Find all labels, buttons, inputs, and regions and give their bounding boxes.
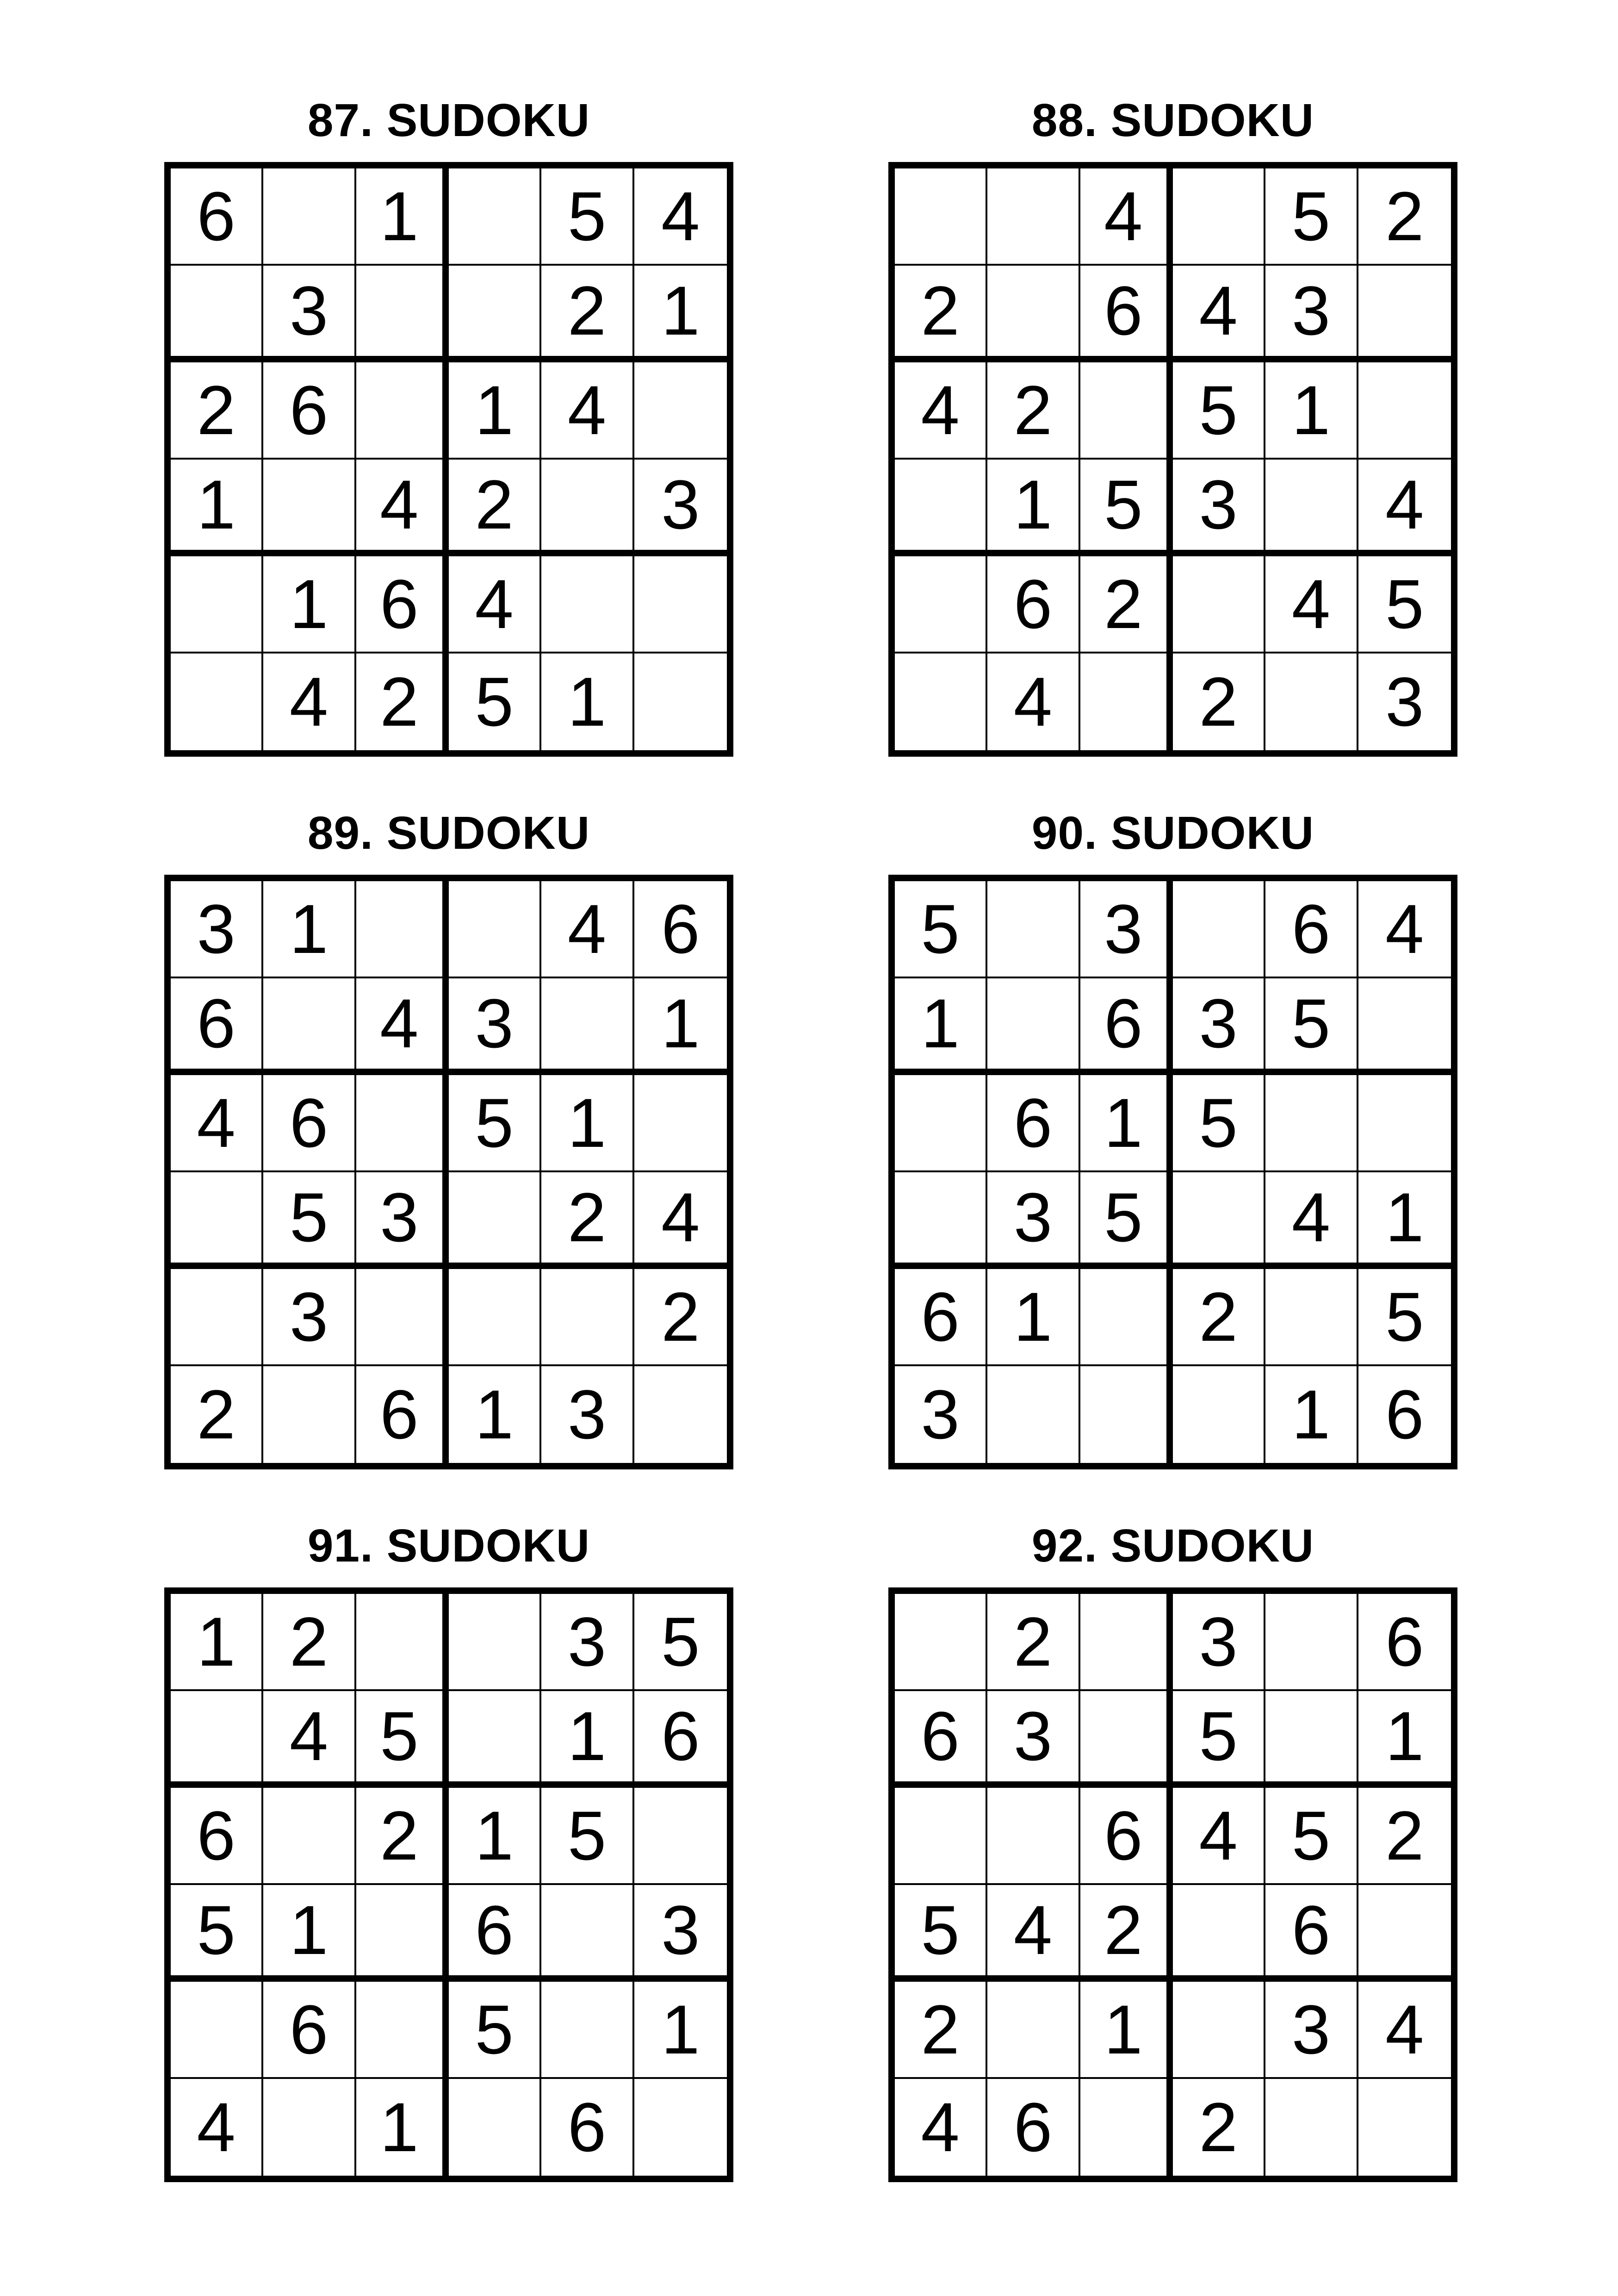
empty-cell[interactable]	[171, 653, 263, 751]
empty-cell[interactable]	[1080, 362, 1173, 460]
empty-cell[interactable]	[634, 556, 727, 653]
empty-cell[interactable]	[356, 1594, 449, 1691]
given-cell: 6	[1265, 881, 1358, 978]
empty-cell[interactable]	[1358, 362, 1451, 460]
given-cell: 2	[1358, 168, 1451, 266]
given-cell: 6	[356, 1366, 449, 1463]
given-cell: 2	[171, 362, 263, 460]
given-cell: 6	[1080, 266, 1173, 363]
empty-cell[interactable]	[171, 1982, 263, 2079]
given-cell: 2	[1173, 2079, 1265, 2176]
given-cell: 3	[987, 1172, 1080, 1269]
given-cell: 1	[1358, 1691, 1451, 1788]
given-cell: 5	[449, 1982, 541, 2079]
given-cell: 2	[895, 266, 987, 363]
empty-cell[interactable]	[1173, 881, 1265, 978]
given-cell: 6	[987, 556, 1080, 653]
empty-cell[interactable]	[1265, 653, 1358, 751]
empty-cell[interactable]	[1080, 1691, 1173, 1788]
empty-cell[interactable]	[1080, 653, 1173, 751]
given-cell: 4	[541, 881, 634, 978]
given-cell: 5	[1358, 556, 1451, 653]
puzzle-title: 88. SUDOKU	[1031, 94, 1314, 146]
given-cell: 6	[634, 881, 727, 978]
sudoku-grid	[164, 162, 733, 757]
empty-cell[interactable]	[356, 1075, 449, 1172]
given-cell: 3	[1080, 881, 1173, 978]
given-cell: 5	[1173, 362, 1265, 460]
given-cell: 6	[1080, 1788, 1173, 1885]
given-cell: 1	[263, 1885, 356, 1982]
given-cell: 6	[634, 1691, 727, 1788]
empty-cell[interactable]	[449, 168, 541, 266]
given-cell: 1	[1080, 1982, 1173, 2079]
given-cell: 1	[541, 1075, 634, 1172]
given-cell: 5	[1080, 1172, 1173, 1269]
given-cell: 3	[895, 1366, 987, 1463]
empty-cell[interactable]	[449, 266, 541, 363]
empty-cell[interactable]	[171, 1172, 263, 1269]
empty-cell[interactable]	[541, 460, 634, 557]
given-cell: 6	[263, 1982, 356, 2079]
given-cell: 6	[541, 2079, 634, 2176]
empty-cell[interactable]	[634, 1075, 727, 1172]
empty-cell[interactable]	[356, 362, 449, 460]
empty-cell[interactable]	[449, 1172, 541, 1269]
empty-cell[interactable]	[895, 460, 987, 557]
given-cell: 5	[1173, 1075, 1265, 1172]
empty-cell[interactable]	[987, 1982, 1080, 2079]
given-cell: 4	[263, 653, 356, 751]
given-cell: 3	[1173, 460, 1265, 557]
given-cell: 5	[356, 1691, 449, 1788]
given-cell: 1	[171, 460, 263, 557]
given-cell: 5	[541, 1788, 634, 1885]
empty-cell[interactable]	[171, 556, 263, 653]
given-cell: 3	[987, 1691, 1080, 1788]
empty-cell[interactable]	[1173, 1366, 1265, 1463]
given-cell: 1	[449, 1366, 541, 1463]
given-cell: 6	[263, 1075, 356, 1172]
given-cell: 3	[1173, 978, 1265, 1076]
given-cell: 2	[634, 1269, 727, 1366]
given-cell: 1	[634, 1982, 727, 2079]
given-cell: 5	[1173, 1691, 1265, 1788]
given-cell: 5	[263, 1172, 356, 1269]
empty-cell[interactable]	[1358, 978, 1451, 1076]
given-cell: 1	[356, 168, 449, 266]
given-cell: 2	[1173, 653, 1265, 751]
empty-cell[interactable]	[987, 1366, 1080, 1463]
sudoku-grid	[164, 1587, 733, 2182]
empty-cell[interactable]	[895, 653, 987, 751]
empty-cell[interactable]	[1173, 1982, 1265, 2079]
given-cell: 5	[1080, 460, 1173, 557]
given-cell: 4	[895, 362, 987, 460]
empty-cell[interactable]	[1173, 556, 1265, 653]
empty-cell[interactable]	[895, 1172, 987, 1269]
given-cell: 5	[1265, 978, 1358, 1076]
empty-cell[interactable]	[356, 1982, 449, 2079]
empty-cell[interactable]	[541, 1269, 634, 1366]
sudoku-grid	[888, 875, 1457, 1469]
empty-cell[interactable]	[1265, 1075, 1358, 1172]
given-cell: 4	[1080, 168, 1173, 266]
given-cell: 6	[171, 978, 263, 1076]
given-cell: 4	[541, 362, 634, 460]
empty-cell[interactable]	[356, 881, 449, 978]
empty-cell[interactable]	[541, 1885, 634, 1982]
empty-cell[interactable]	[1358, 1075, 1451, 1172]
given-cell: 2	[356, 1788, 449, 1885]
given-cell: 3	[541, 1594, 634, 1691]
given-cell: 2	[263, 1594, 356, 1691]
empty-cell[interactable]	[263, 1788, 356, 1885]
given-cell: 1	[541, 1691, 634, 1788]
given-cell: 3	[634, 1885, 727, 1982]
given-cell: 2	[1080, 1885, 1173, 1982]
empty-cell[interactable]	[449, 1691, 541, 1788]
empty-cell[interactable]	[1265, 2079, 1358, 2176]
given-cell: 5	[1358, 1269, 1451, 1366]
given-cell: 4	[1265, 556, 1358, 653]
given-cell: 4	[987, 1885, 1080, 1982]
empty-cell[interactable]	[449, 2079, 541, 2176]
given-cell: 6	[1385, 1375, 1424, 1454]
given-cell: 1	[1080, 1075, 1173, 1172]
empty-cell[interactable]	[171, 266, 263, 363]
given-cell: 6	[356, 556, 449, 653]
empty-cell[interactable]	[634, 2079, 727, 2176]
given-cell: 2	[1358, 1788, 1451, 1885]
given-cell: 1	[449, 362, 541, 460]
puzzle-title: 90. SUDOKU	[1031, 807, 1314, 859]
given-cell: 3	[1265, 266, 1358, 363]
given-cell: 1	[1358, 1172, 1451, 1269]
given-cell: 1	[634, 266, 727, 363]
given-cell: 5	[1265, 168, 1358, 266]
given-cell: 1	[171, 1594, 263, 1691]
given-cell: 5	[449, 1075, 541, 1172]
given-cell: 2	[987, 362, 1080, 460]
given-cell: 4	[1358, 881, 1451, 978]
empty-cell[interactable]	[1173, 1172, 1265, 1269]
given-cell: 2	[356, 653, 449, 751]
empty-cell[interactable]	[987, 881, 1080, 978]
empty-cell[interactable]	[263, 1366, 356, 1463]
empty-cell[interactable]	[356, 1269, 449, 1366]
empty-cell[interactable]	[541, 978, 634, 1076]
empty-cell[interactable]	[1358, 266, 1451, 363]
given-cell: 1	[263, 881, 356, 978]
given-cell: 1	[987, 460, 1080, 557]
given-cell: 3	[356, 1172, 449, 1269]
given-cell: 3	[263, 266, 356, 363]
given-cell: 3	[449, 978, 541, 1076]
given-cell: 2	[987, 1594, 1080, 1691]
empty-cell[interactable]	[449, 1594, 541, 1691]
empty-cell[interactable]	[987, 266, 1080, 363]
empty-cell[interactable]	[1358, 1885, 1451, 1982]
given-cell: 6	[1358, 1594, 1451, 1691]
empty-cell[interactable]	[895, 168, 987, 266]
empty-cell[interactable]	[171, 1269, 263, 1366]
given-cell: 6	[895, 1691, 987, 1788]
given-cell: 1	[541, 653, 634, 751]
given-cell: 1	[356, 2079, 449, 2176]
given-cell: 2	[171, 1366, 263, 1463]
given-cell: 1	[449, 1788, 541, 1885]
empty-cell[interactable]	[1265, 1691, 1358, 1788]
given-cell: 4	[263, 1691, 356, 1788]
empty-cell[interactable]	[1080, 2079, 1173, 2176]
given-cell: 4	[449, 556, 541, 653]
empty-cell[interactable]	[987, 168, 1080, 266]
empty-cell[interactable]	[895, 1788, 987, 1885]
sudoku-grid	[888, 162, 1457, 757]
given-cell: 2	[1080, 556, 1173, 653]
given-cell: 3	[263, 1269, 356, 1366]
given-cell: 3	[1385, 663, 1424, 741]
empty-cell[interactable]	[634, 1788, 727, 1885]
empty-cell[interactable]	[1265, 460, 1358, 557]
given-cell: 2	[449, 460, 541, 557]
puzzle-title: 89. SUDOKU	[307, 807, 590, 859]
given-cell: 4	[171, 1075, 263, 1172]
given-cell: 5	[634, 1594, 727, 1691]
given-cell: 4	[634, 1172, 727, 1269]
empty-cell[interactable]	[987, 1788, 1080, 1885]
given-cell: 5	[1265, 1788, 1358, 1885]
given-cell: 5	[895, 881, 987, 978]
given-cell: 1	[1265, 362, 1358, 460]
puzzle-title: 92. SUDOKU	[1031, 1520, 1314, 1572]
given-cell: 6	[449, 1885, 541, 1982]
given-cell: 4	[1173, 266, 1265, 363]
given-cell: 5	[541, 168, 634, 266]
given-cell: 1	[1265, 1366, 1358, 1463]
empty-cell[interactable]	[449, 1269, 541, 1366]
empty-cell[interactable]	[895, 1075, 987, 1172]
given-cell: 2	[541, 1172, 634, 1269]
given-cell: 3	[634, 460, 727, 557]
empty-cell[interactable]	[634, 653, 727, 751]
sudoku-grid	[888, 1587, 1457, 2182]
given-cell: 1	[634, 978, 727, 1076]
empty-cell[interactable]	[895, 556, 987, 653]
given-cell: 6	[987, 2079, 1080, 2176]
empty-cell[interactable]	[449, 881, 541, 978]
empty-cell[interactable]	[171, 1691, 263, 1788]
given-cell: 4	[356, 978, 449, 1076]
empty-cell[interactable]	[1265, 1594, 1358, 1691]
empty-cell[interactable]	[634, 362, 727, 460]
empty-cell[interactable]	[634, 1366, 727, 1463]
given-cell: 2	[1173, 1269, 1265, 1366]
empty-cell[interactable]	[356, 1885, 449, 1982]
given-cell: 6	[171, 1788, 263, 1885]
empty-cell[interactable]	[541, 1982, 634, 2079]
empty-cell[interactable]	[1358, 2079, 1451, 2176]
empty-cell[interactable]	[541, 556, 634, 653]
empty-cell[interactable]	[263, 2079, 356, 2176]
given-cell: 4	[1358, 460, 1451, 557]
given-cell: 3	[541, 1366, 634, 1463]
given-cell: 6	[171, 168, 263, 266]
empty-cell[interactable]	[1173, 168, 1265, 266]
given-cell: 4	[1173, 1788, 1265, 1885]
given-cell: 4	[171, 2079, 263, 2176]
empty-cell[interactable]	[1173, 1885, 1265, 1982]
given-cell: 5	[895, 1885, 987, 1982]
sudoku-grid	[164, 875, 733, 1469]
given-cell: 1	[895, 978, 987, 1076]
empty-cell[interactable]	[1080, 1269, 1173, 1366]
given-cell: 6	[987, 1075, 1080, 1172]
given-cell: 4	[634, 168, 727, 266]
given-cell: 6	[1265, 1885, 1358, 1982]
empty-cell[interactable]	[895, 1594, 987, 1691]
given-cell: 2	[541, 266, 634, 363]
empty-cell[interactable]	[263, 460, 356, 557]
given-cell: 4	[356, 460, 449, 557]
given-cell: 3	[1265, 1982, 1358, 2079]
given-cell: 1	[987, 1269, 1080, 1366]
empty-cell[interactable]	[1080, 1594, 1173, 1691]
empty-cell[interactable]	[356, 266, 449, 363]
given-cell: 6	[263, 362, 356, 460]
given-cell: 4	[895, 2079, 987, 2176]
given-cell: 2	[895, 1982, 987, 2079]
given-cell: 6	[1080, 978, 1173, 1076]
given-cell: 4	[1358, 1982, 1451, 2079]
given-cell: 4	[1265, 1172, 1358, 1269]
empty-cell[interactable]	[1080, 1366, 1173, 1463]
given-cell: 3	[1173, 1594, 1265, 1691]
puzzle-title: 87. SUDOKU	[307, 94, 590, 146]
empty-cell[interactable]	[1265, 1269, 1358, 1366]
given-cell: 3	[171, 881, 263, 978]
given-cell: 4	[987, 653, 1080, 751]
given-cell: 5	[449, 653, 541, 751]
empty-cell[interactable]	[987, 978, 1080, 1076]
given-cell: 6	[895, 1269, 987, 1366]
puzzle-title: 91. SUDOKU	[307, 1520, 590, 1572]
empty-cell[interactable]	[263, 168, 356, 266]
given-cell: 1	[263, 556, 356, 653]
empty-cell[interactable]	[263, 978, 356, 1076]
given-cell: 5	[171, 1885, 263, 1982]
